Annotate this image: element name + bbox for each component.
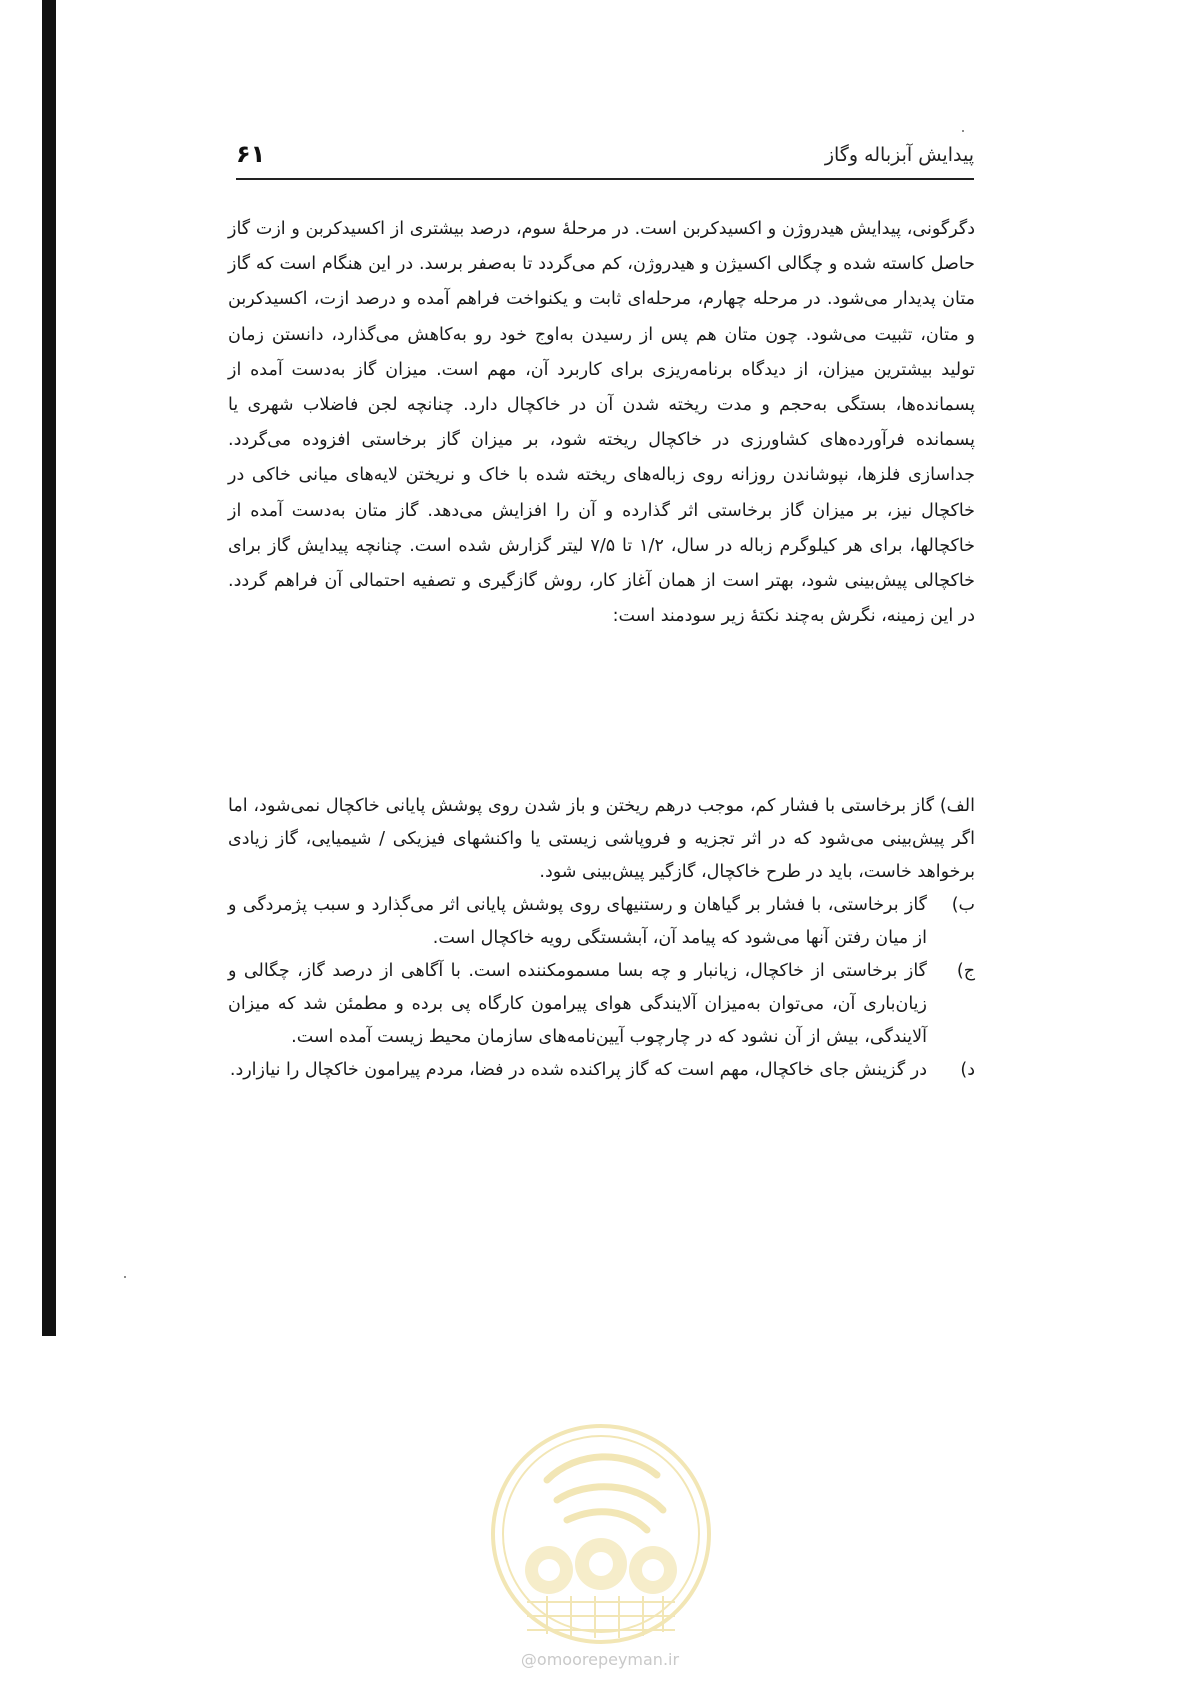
item-list xyxy=(228,790,975,1087)
watermark-logo xyxy=(487,1420,715,1648)
list-item xyxy=(228,955,975,1054)
item-marker: الف) xyxy=(939,796,975,816)
watermark-url: @omoorepeyman.ir xyxy=(520,1650,680,1669)
page-number: ۶۱ xyxy=(236,140,266,168)
list-item xyxy=(228,889,975,955)
scan-speck xyxy=(124,1276,126,1278)
item-body: در گزینش جای خاکچال، مهم است که گاز پراکنده شده در فضا، مردم پیرامون خاکچال را نیازارد. xyxy=(229,1060,927,1080)
item-body: گاز برخاستی از خاکچال، زیانبار و چه بسا مسمومکننده است. با آگاهی از درصد گاز، چگالی و زیان‌باری آن، می‌توان به‌میزان آلایندگی هوای پیرامون کارگاه پی برده و مطمئن شد که میزان آلایندگی، بیش از آن نشود که در چارچوب آیین‌نامه‌های سازمان محیط زیست آمده است. xyxy=(228,961,927,1047)
item-text xyxy=(228,790,975,889)
item-marker: ب) xyxy=(951,895,975,915)
item-body: گاز برخاستی، با فشار بر گیاهان و رستنیهای روی پوشش پایانی اثر می‌گذارد و سبب پژمردگی و از میان رفتن آنها می‌شود که پیامد آن، آبشستگی رویه خاکچال است. xyxy=(228,895,927,948)
scan-speck xyxy=(962,130,964,132)
item-marker: د) xyxy=(960,1060,975,1080)
item-body: گاز برخاستی با فشار کم، موجب درهم ریختن و باز شدن روی پوشش پایانی خاکچال نمی‌شود، اما اگر پیش‌بینی می‌شود که در اثر تجزیه و فروپاشی زیستی یا واکنشهای فیزیکی / شیمیایی، گاز زیادی برخواهد خاست، باید در طرح خاکچال، گازگیر پیش‌بینی شود. xyxy=(228,796,975,882)
header-rule xyxy=(236,178,974,180)
body-paragraph: دگرگونی، پیدایش هیدروژن و اکسیدکربن است. در مرحلهٔ سوم، درصد بیشتری از اکسیدکربن و ازت گاز حاصل کاسته شده و چگالی اکسیژن و هیدروژن، کم می‌گردد تا به‌صفر برسد. در این هنگام است که گاز متان پدیدار می‌شود. در مرحله چهارم، مرحله‌ای ثابت و یکنواخت فراهم آمده و درصد ازت، اکسیدکربن و متان، تثبیت می‌شود. چون متان هم پس از رسیدن به‌اوج خود رو به‌کاهش می‌گذارد، دانستن زمان تولید بیشترین میزان، از دیدگاه برنامه‌ریزی برای کاربرد آن، مهم است. میزان گاز به‌دست آمده از پسمانده‌ها، بستگی به‌حجم و مدت ریخته شدن آن در خاکچال دارد. چنانچه لجن فاضلاب شهری یا پسمانده فرآورده‌های کشاورزی در خاکچال ریخته شود، بر میزان گاز برخاستی افزوده می‌گردد. جداسازی فلزها، نپوشاندن روزانه روی زباله‌های ریخته شده با خاک و نریختن لایه‌های میانی خاکی در خاکچال نیز، بر میزان گاز برخاستی اثر گذارده و آن را افزایش می‌دهد. گاز متان به‌دست آمده از خاکچالها، برای هر کیلوگرم زباله در سال، ۱/۲ تا ۷/۵ لیتر گزارش شده است. چنانچه پیدایش گاز برای خاکچالی پیش‌بینی شود، بهتر است از همان آغاز کار، روش گازگیری و تصفیه احتمالی آن فراهم گردد. در این زمینه، نگرش به‌چند نکتهٔ زیر سودمند است: xyxy=(228,219,976,627)
scan-speck xyxy=(400,915,402,917)
item-marker: ج) xyxy=(956,961,975,981)
running-title: پیدایش آبزباله وگاز xyxy=(824,144,974,166)
page-header xyxy=(236,140,974,180)
list-item xyxy=(228,790,975,889)
scan-edge-bar xyxy=(42,0,56,1336)
list-item xyxy=(228,1054,975,1087)
